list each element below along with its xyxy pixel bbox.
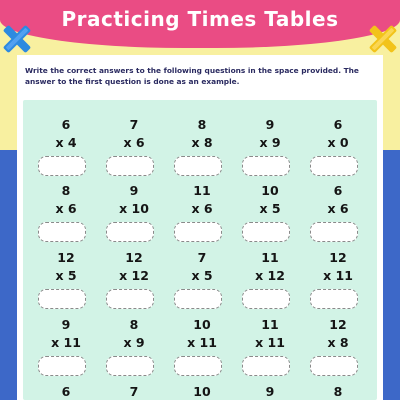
answer-box[interactable]: [174, 289, 222, 309]
multiplier: x 4: [55, 135, 77, 150]
x-cross-icon: [0, 22, 34, 56]
answer-box[interactable]: [106, 356, 154, 376]
x-cross-icon: [366, 22, 400, 56]
multiplier: x 12: [119, 268, 149, 283]
multiplier: x 9: [123, 335, 145, 350]
multiplier: x 8: [327, 335, 349, 350]
answer-box[interactable]: [174, 222, 222, 242]
multiplier: x 11: [323, 268, 353, 283]
multiplier: x 6: [327, 201, 349, 216]
answer-box[interactable]: [242, 156, 290, 176]
multiplier: x 5: [191, 268, 213, 283]
multiplier: x 6: [55, 201, 77, 216]
multiplicand: 8: [61, 183, 71, 198]
answer-box[interactable]: [174, 356, 222, 376]
multiplier: x 10: [119, 201, 149, 216]
multiplicand: 12: [57, 250, 75, 265]
answer-box[interactable]: [242, 356, 290, 376]
answer-box[interactable]: [38, 356, 86, 376]
multiplier: x 5: [55, 268, 77, 283]
answer-box[interactable]: [106, 222, 154, 242]
answer-box[interactable]: [106, 156, 154, 176]
answer-box[interactable]: [242, 289, 290, 309]
page-title: Practicing Times Tables: [61, 7, 339, 31]
answer-box[interactable]: [106, 289, 154, 309]
multiplier: x 6: [123, 135, 145, 150]
multiplicand: 11: [261, 317, 279, 332]
multiplier: x 6: [191, 201, 213, 216]
answer-box[interactable]: [38, 156, 86, 176]
answer-box[interactable]: [38, 222, 86, 242]
answer-box[interactable]: [242, 222, 290, 242]
multiplicand: 9: [61, 317, 71, 332]
multiplier: x 9: [259, 135, 281, 150]
multiplicand: 10: [261, 183, 279, 198]
multiplicand: 12: [329, 250, 347, 265]
multiplicand: 11: [193, 183, 211, 198]
multiplicand: 10: [193, 384, 211, 399]
multiplicand: 9: [265, 117, 275, 132]
instructions-text: Write the correct answers to the following questions in the space provided. The answer to the first question is done as an example.: [25, 66, 359, 86]
answer-box[interactable]: [310, 289, 358, 309]
multiplicand: 7: [197, 250, 207, 265]
multiplier: x 5: [259, 201, 281, 216]
answer-box[interactable]: [310, 356, 358, 376]
multiplicand: 12: [329, 317, 347, 332]
multiplier: x 0: [327, 135, 349, 150]
multiplier: x 11: [51, 335, 81, 350]
multiplier: x 11: [187, 335, 217, 350]
answer-box[interactable]: [310, 156, 358, 176]
multiplicand: 10: [193, 317, 211, 332]
multiplicand: 8: [197, 117, 207, 132]
answer-box[interactable]: [174, 156, 222, 176]
multiplicand: 6: [61, 117, 71, 132]
multiplicand: 8: [129, 317, 139, 332]
multiplicand: 11: [261, 250, 279, 265]
multiplicand: 9: [265, 384, 275, 399]
multiplicand: 6: [333, 117, 343, 132]
multiplicand: 12: [125, 250, 143, 265]
multiplier: x 11: [255, 335, 285, 350]
multiplicand: 6: [333, 183, 343, 198]
multiplier: x 8: [191, 135, 213, 150]
multiplicand: 6: [61, 384, 71, 399]
multiplicand: 9: [129, 183, 139, 198]
multiplicand: 8: [333, 384, 343, 399]
multiplier: x 12: [255, 268, 285, 283]
multiplicand: 7: [129, 117, 139, 132]
answer-box[interactable]: [310, 222, 358, 242]
multiplicand: 7: [129, 384, 139, 399]
answer-box[interactable]: [38, 289, 86, 309]
